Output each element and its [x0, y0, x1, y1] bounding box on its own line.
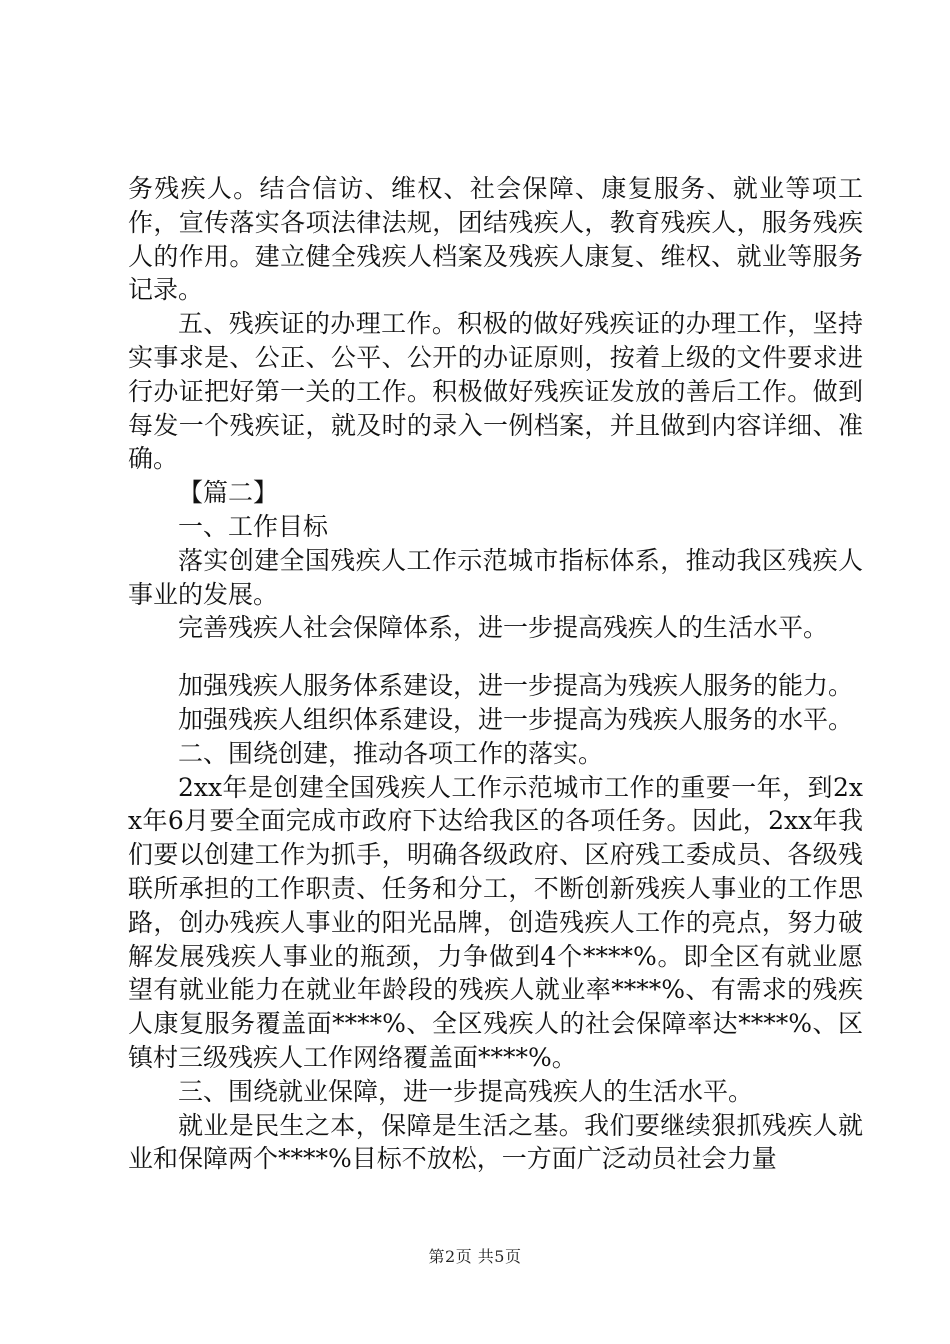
page-number-footer: 第2页 共5页 [428, 1247, 522, 1266]
heading-section-three: 三、围绕就业保障，进一步提高残疾人的生活水平。 [178, 1076, 754, 1106]
paragraph-goal-3: 加强残疾人服务体系建设，进一步提高为残疾人服务的能力。 [178, 671, 854, 701]
heading-section-two: 二、围绕创建，推动各项工作的落实。 [178, 738, 604, 768]
blank-line [128, 645, 863, 669]
paragraph-goal-2: 完善残疾人社会保障体系，进一步提高残疾人的生活水平。 [178, 613, 829, 643]
paragraph-goal-1: 落实创建全国残疾人工作示范城市指标体系，推动我区残疾人事业的发展。 [128, 545, 863, 609]
section-heading-part-two: 【篇二】 [178, 478, 279, 508]
document-body [128, 172, 863, 1176]
paragraph-continuation: 务残疾人。结合信访、维权、社会保障、康复服务、就业等项工作，宣传落实各项法律法规，团结残疾人，教育残疾人，服务残疾人的作用。建立健全残疾人档案及残疾人康复、维权、就业等服务记录。 [128, 174, 863, 305]
paragraph-goal-4: 加强残疾人组织体系建设，进一步提高为残疾人服务的水平。 [178, 704, 854, 734]
paragraph-section-three-body: 就业是民生之本，保障是生活之基。我们要继续狠抓残疾人就业和保障两个****%目标不放松，一方面广泛动员社会力量 [128, 1110, 863, 1174]
paragraph-section-five: 五、残疾证的办理工作。积极的做好残疾证的办理工作，坚持实事求是、公正、公平、公开的办证原则，按着上级的文件要求进行办证把好第一关的工作。积极做好残疾证发放的善后工作。做到每发一个残疾证，就及时的录入一例档案，并且做到内容详细、准确。 [128, 309, 863, 474]
heading-work-goals: 一、工作目标 [178, 511, 329, 541]
paragraph-section-two-body: 2xx年是创建全国残疾人工作示范城市工作的重要一年，到2xx年6月要全面完成市政府下达给我区的各项任务。因此，2xx年我们要以创建工作为抓手，明确各级政府、区府残工委成员、各级残联所承担的工作职责、任务和分工，不断创新残疾人事业的工作思路，创办残疾人事业的阳光品牌，创造残疾人工作的亮点，努力破解发展残疾人事业的瓶颈，力争做到4个****%。即全区有就业愿望有就业能力在就业年龄段的残疾人就业率****%、有需求的残疾人康复服务覆盖面****%、全区残疾人的社会保障率达****%、区镇村三级残疾人工作网络覆盖面****%。 [128, 772, 863, 1072]
